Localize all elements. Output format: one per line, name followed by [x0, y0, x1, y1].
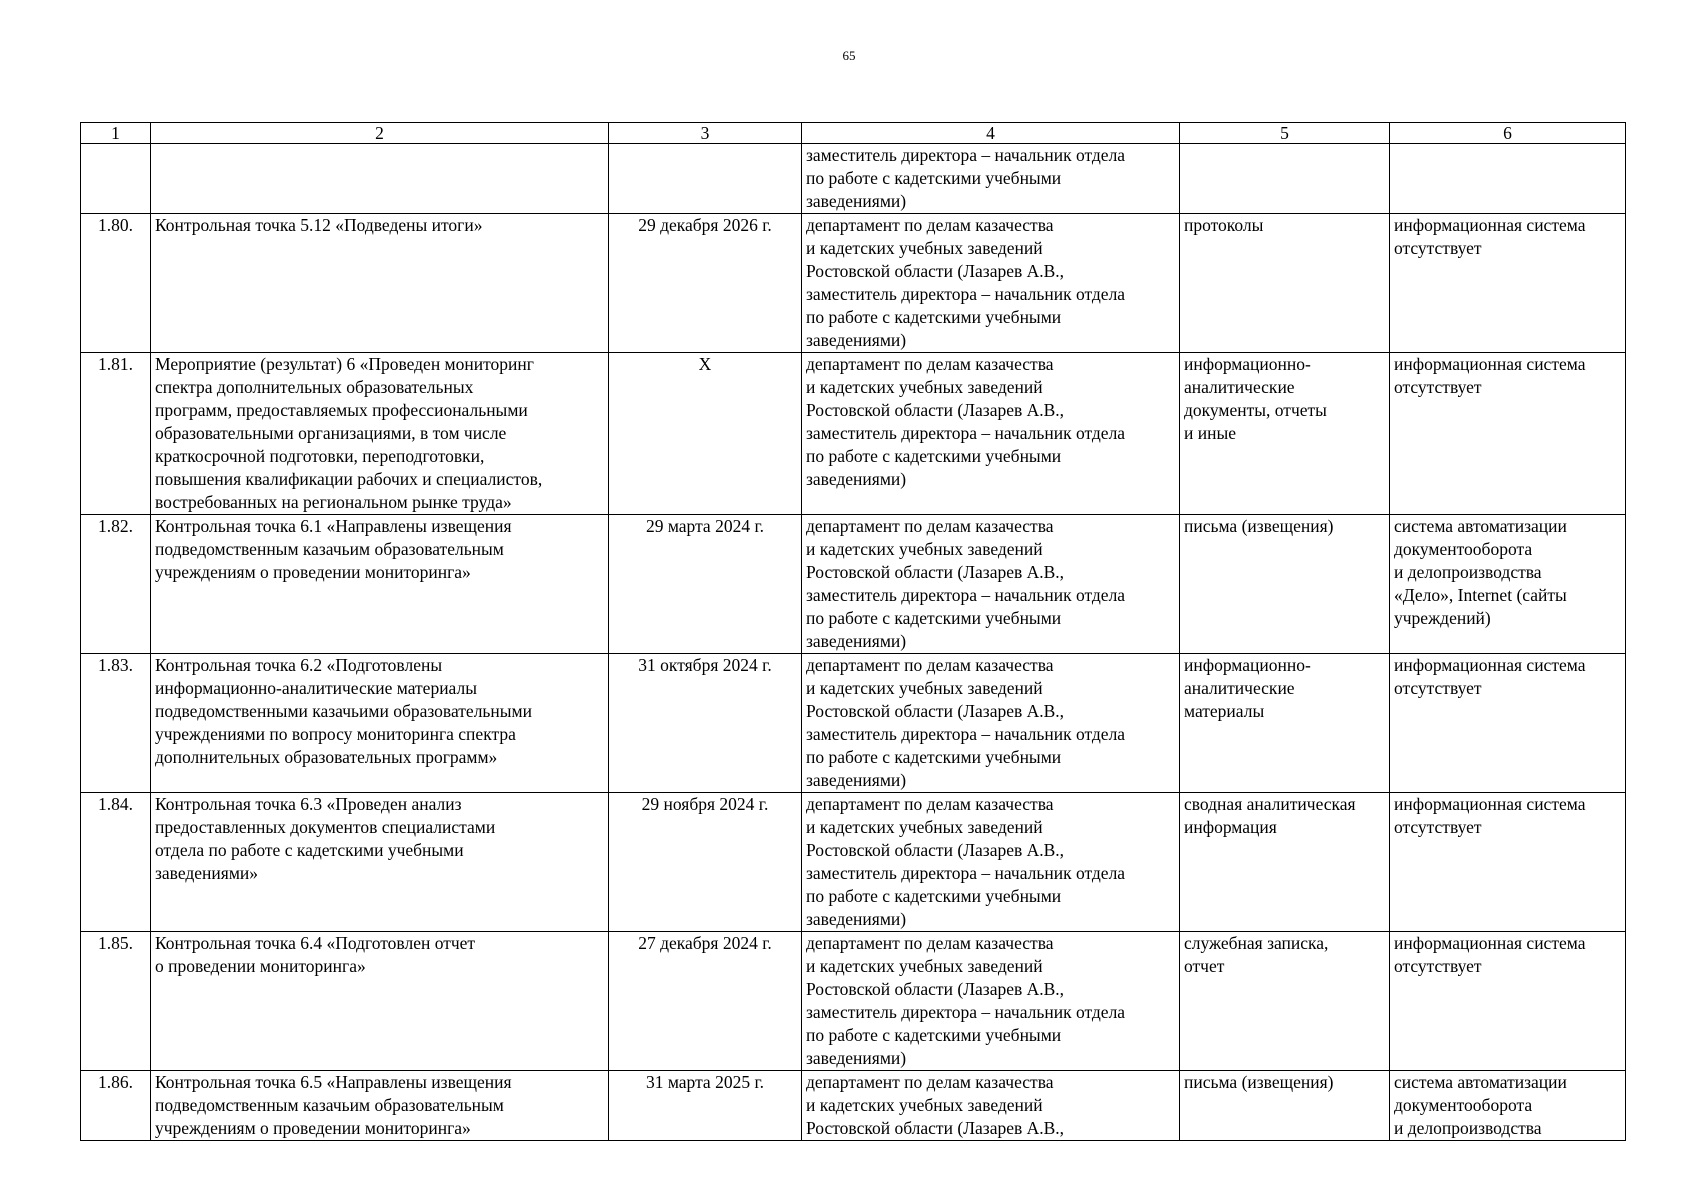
- row-info-system: [1390, 932, 1626, 1071]
- row-responsible: [802, 1071, 1180, 1141]
- row-responsible-text: департамент по делам казачества и кадетских учебных заведений Ростовской области (Лазарев А.В., заместитель директора – начальник отдела по работе с кадетскими учебными заведениями): [806, 794, 1126, 929]
- row-number-text: 1.82.: [98, 516, 133, 536]
- row-document-type-text: письма (извещения): [1184, 516, 1334, 536]
- row-number: [81, 214, 151, 353]
- row-responsible: [802, 353, 1180, 515]
- row-name: [151, 353, 609, 515]
- row-number: [81, 793, 151, 932]
- header-row: [81, 123, 1626, 144]
- row-info-system-text: информационная система отсутствует: [1394, 215, 1586, 258]
- row-date: [609, 515, 802, 654]
- row-responsible: [802, 932, 1180, 1071]
- table-row: [81, 144, 1626, 214]
- row-number: [81, 1071, 151, 1141]
- row-date-text: 27 декабря 2024 г.: [638, 933, 772, 953]
- row-name: [151, 793, 609, 932]
- row-responsible: [802, 654, 1180, 793]
- row-name: [151, 515, 609, 654]
- row-name: [151, 1071, 609, 1141]
- row-number: [81, 144, 151, 214]
- page-number: 65: [842, 48, 856, 63]
- row-info-system: [1390, 144, 1626, 214]
- row-document-type: [1180, 214, 1390, 353]
- row-document-type-text: информационно- аналитические документы, отчеты и иные: [1184, 354, 1327, 443]
- row-info-system: [1390, 353, 1626, 515]
- table-row: [81, 932, 1626, 1071]
- row-date: [609, 353, 802, 515]
- row-document-type-text: письма (извещения): [1184, 1072, 1334, 1092]
- row-date: [609, 793, 802, 932]
- row-name-text: Контрольная точка 5.12 «Подведены итоги»: [155, 215, 483, 235]
- row-document-type: [1180, 793, 1390, 932]
- row-responsible-text: департамент по делам казачества и кадетских учебных заведений Ростовской области (Лазарев А.В., заместитель директора – начальник отдела по работе с кадетскими учебными заведениями): [806, 516, 1126, 651]
- row-responsible: [802, 793, 1180, 932]
- row-number: [81, 654, 151, 793]
- row-responsible: [802, 214, 1180, 353]
- row-info-system-text: система автоматизации документооборота и делопроизводства «Дело», Internet (сайты учреждений): [1394, 516, 1567, 628]
- row-date-text: 29 декабря 2026 г.: [638, 215, 772, 235]
- row-number: [81, 932, 151, 1071]
- row-responsible-text: департамент по делам казачества и кадетских учебных заведений Ростовской области (Лазарев А.В.,: [806, 1072, 1065, 1138]
- row-number-text: 1.84.: [98, 794, 133, 814]
- row-document-type: [1180, 353, 1390, 515]
- row-info-system-text: информационная система отсутствует: [1394, 794, 1586, 837]
- row-responsible-text: департамент по делам казачества и кадетских учебных заведений Ростовской области (Лазарев А.В., заместитель директора – начальник отдела по работе с кадетскими учебными заведениями): [806, 655, 1126, 790]
- row-responsible: [802, 144, 1180, 214]
- row-document-type-text: служебная записка, отчет: [1184, 933, 1329, 976]
- row-date: [609, 1071, 802, 1141]
- row-name: [151, 214, 609, 353]
- header-col-2: 2: [151, 123, 609, 144]
- row-info-system: [1390, 214, 1626, 353]
- row-name-text: Контрольная точка 6.2 «Подготовлены информационно-аналитические материалы подведомственными казачьими образовательными учреждениями по вопросу мониторинга спектра дополнительных образовательных программ»: [155, 655, 532, 767]
- row-date-text: 31 марта 2025 г.: [645, 1072, 765, 1092]
- row-info-system-text: система автоматизации документооборота и делопроизводства: [1394, 1072, 1567, 1138]
- row-info-system-text: информационная система отсутствует: [1394, 354, 1586, 397]
- row-number-text: 1.85.: [98, 933, 133, 953]
- header-col-4: 4: [802, 123, 1180, 144]
- row-document-type: [1180, 144, 1390, 214]
- row-info-system: [1390, 793, 1626, 932]
- table-row: [81, 1071, 1626, 1141]
- table-row: [81, 793, 1626, 932]
- row-info-system: [1390, 654, 1626, 793]
- row-document-type-text: протоколы: [1184, 215, 1264, 235]
- row-info-system: [1390, 515, 1626, 654]
- row-name-text: Контрольная точка 6.3 «Проведен анализ предоставленных документов специалистами отдела по работе с кадетскими учебными заведениями»: [155, 794, 496, 883]
- row-number: [81, 515, 151, 654]
- row-number-text: 1.80.: [98, 215, 133, 235]
- table-row: [81, 654, 1626, 793]
- header-col-5: 5: [1180, 123, 1390, 144]
- row-name: [151, 932, 609, 1071]
- row-document-type: [1180, 932, 1390, 1071]
- header-col-1: 1: [81, 123, 151, 144]
- header-col-3: 3: [609, 123, 802, 144]
- row-document-type: [1180, 654, 1390, 793]
- row-responsible-text: департамент по делам казачества и кадетских учебных заведений Ростовской области (Лазарев А.В., заместитель директора – начальник отдела по работе с кадетскими учебными заведениями): [806, 354, 1126, 489]
- row-name: [151, 654, 609, 793]
- row-date-text: 29 марта 2024 г.: [645, 516, 765, 536]
- table-row: [81, 515, 1626, 654]
- row-info-system-text: информационная система отсутствует: [1394, 933, 1586, 976]
- row-responsible-text: департамент по делам казачества и кадетских учебных заведений Ростовской области (Лазарев А.В., заместитель директора – начальник отдела по работе с кадетскими учебными заведениями): [806, 933, 1126, 1068]
- row-date: [609, 144, 802, 214]
- table-row: [81, 353, 1626, 515]
- row-responsible-text: заместитель директора – начальник отдела по работе с кадетскими учебными заведениями): [806, 145, 1126, 211]
- row-responsible-text: департамент по делам казачества и кадетских учебных заведений Ростовской области (Лазарев А.В., заместитель директора – начальник отдела по работе с кадетскими учебными заведениями): [806, 215, 1126, 350]
- row-date: [609, 932, 802, 1071]
- row-info-system-text: информационная система отсутствует: [1394, 655, 1586, 698]
- row-name-text: Контрольная точка 6.4 «Подготовлен отчет о проведении мониторинга»: [155, 933, 476, 976]
- row-name: [151, 144, 609, 214]
- row-name-text: Контрольная точка 6.1 «Направлены извещения подведомственным казачьим образовательным учреждениям о проведении мониторинга»: [155, 516, 512, 582]
- row-document-type-text: сводная аналитическая информация: [1184, 794, 1356, 837]
- row-name-text: Мероприятие (результат) 6 «Проведен мониторинг спектра дополнительных образовательных программ, предоставляемых профессиональными образовательными организациями, в том числе краткосрочной подготовки, переподготовки, повышения квалификации рабочих и специалистов, востребованных на региональном рынке труда»: [155, 354, 543, 512]
- row-date: [609, 214, 802, 353]
- row-number-text: 1.83.: [98, 655, 133, 675]
- plan-table: [80, 122, 1626, 1141]
- row-date-text: X: [698, 354, 712, 374]
- row-number: [81, 353, 151, 515]
- row-date-text: 31 октября 2024 г.: [638, 655, 772, 675]
- row-info-system: [1390, 1071, 1626, 1141]
- header-col-6: 6: [1390, 123, 1626, 144]
- row-date-text: 29 ноября 2024 г.: [641, 794, 769, 814]
- row-name-text: Контрольная точка 6.5 «Направлены извещения подведомственным казачьим образовательным учреждениям о проведении мониторинга»: [155, 1072, 512, 1138]
- row-document-type: [1180, 1071, 1390, 1141]
- row-document-type-text: информационно- аналитические материалы: [1184, 655, 1311, 721]
- row-date: [609, 654, 802, 793]
- row-document-type: [1180, 515, 1390, 654]
- table-row: [81, 214, 1626, 353]
- row-responsible: [802, 515, 1180, 654]
- row-number-text: 1.86.: [98, 1072, 133, 1092]
- row-number-text: 1.81.: [98, 354, 133, 374]
